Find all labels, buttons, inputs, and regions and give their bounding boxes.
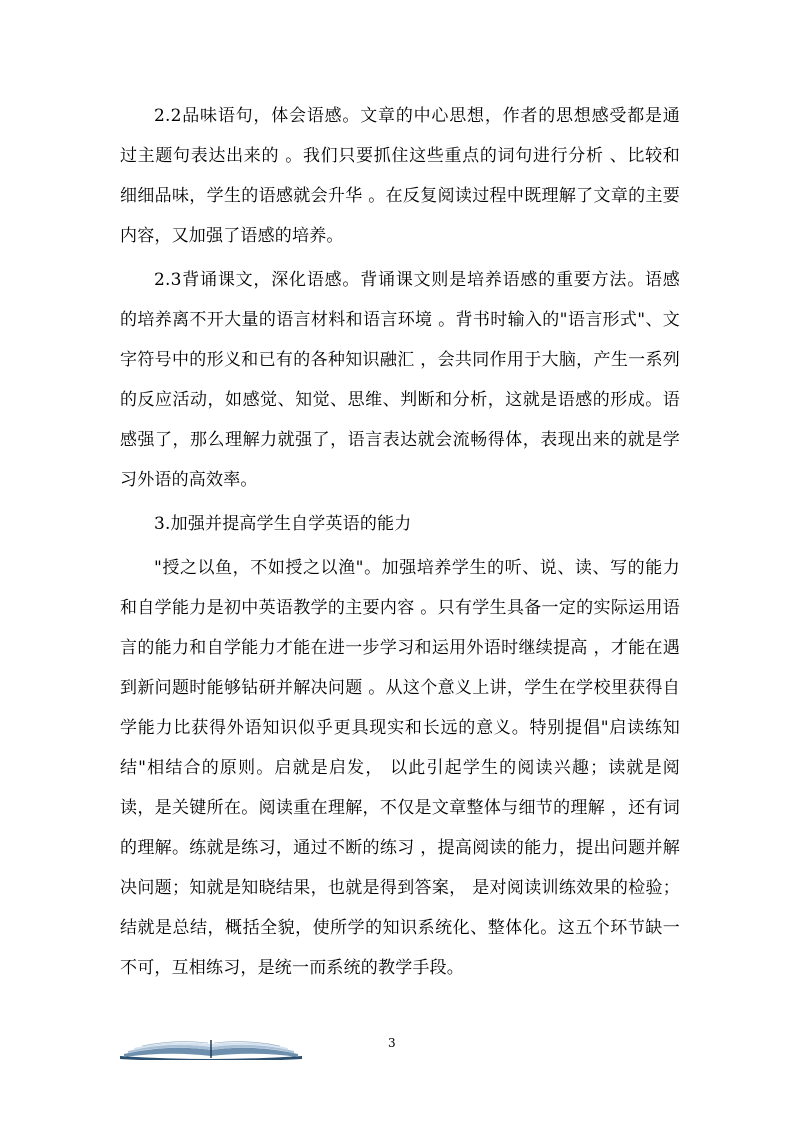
page-number: 3 xyxy=(388,1036,396,1050)
paragraph-3-body: "授之以鱼，不如授之以渔"。加强培养学生的听、说、读、写的能力和自学能力是初中英语教学的主要内容 。只有学生具备一定的实际运用语言的能力和自学能力才能在进一步学习和运用外语时继续提高 ，才能在遇到新问题时能够钻研并解决问题 。从这个意义上讲，学生在学校里获得自学能力比获得外语知识似乎更具现实和长远的意义。特别提倡"启读练知结"相结合的原则。启就是启发， 以此引起学生的阅读兴趣；读就是阅读，是关键所在。阅读重在理解，不仅是文章整体与细节的理解 ，还有词的理解。练就是练习，通过不断的练习 ，提高阅读的能力，提出问题并解决问题；知就是知晓结果，也就是得到答案， 是对阅读训练效果的检验；结就是总结，概括全貌，使所学的知识系统化、整体化。这五个环节缺一不可，互相练习，是统一而系统的教学手段。 xyxy=(120,558,680,978)
page-footer xyxy=(0,1030,794,1070)
section-heading-3: 3.加强并提高学生自学英语的能力 xyxy=(154,514,412,534)
document-body xyxy=(120,96,680,988)
paragraph-2-3: 2.3背诵课文，深化语感。背诵课文则是培养语感的重要方法。语感的培养离不开大量的语言材料和语言环境 。背书时输入的"语言形式"、文字符号中的形义和已有的各种知识融汇 ，会共同作用于大脑，产生一系列的反应活动，如感觉、知觉、思维、判断和分析，这就是语感的形成。语感强了，那么理解力就强了，语言表达就会流畅得体，表现出来的就是学习外语的高效率。 xyxy=(120,270,680,490)
paragraph-2-2: 2.2品味语句，体会语感。文章的中心思想，作者的思想感受都是通过主题句表达出来的 。我们只要抓住这些重点的词句进行分析 、比较和细细品味，学生的语感就会升华 。在反复阅读过程中既理解了文章的主要内容，又加强了语感的培养。 xyxy=(120,106,680,246)
open-book-icon xyxy=(118,1034,304,1060)
